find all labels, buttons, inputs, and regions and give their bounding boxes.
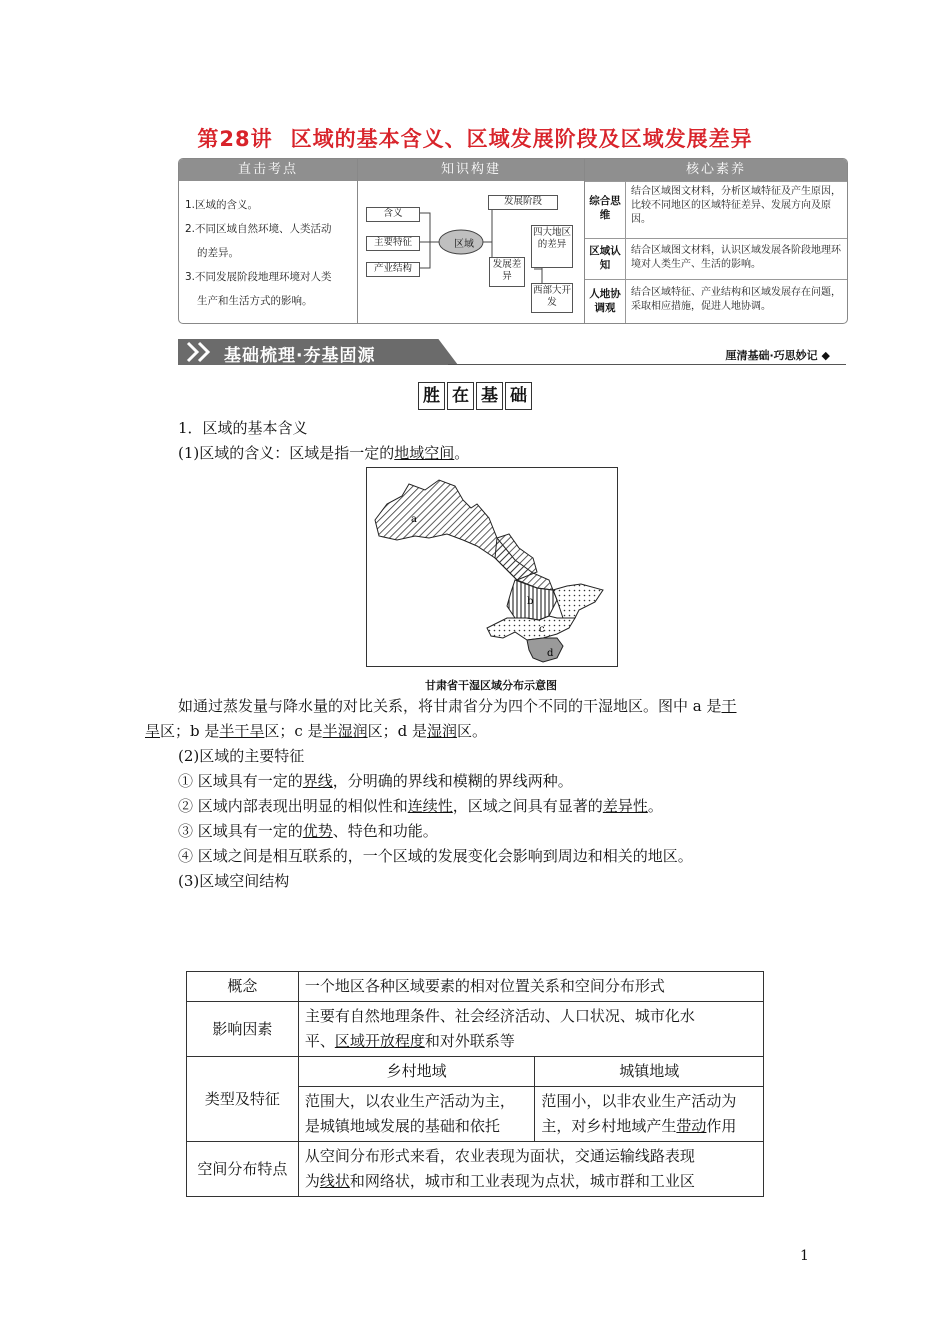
- subtitle-char: 基: [476, 382, 503, 410]
- table-value: 范围大，以农业生产活动为主，是城镇地域发展的基础和依托: [298, 1087, 535, 1142]
- paragraph-line: 旱区；b 是半干旱区；c 是半湿润区；d 是湿润区。: [145, 722, 487, 740]
- table-row: [187, 1142, 764, 1197]
- exam-point: 3.不同发展阶段地理环境对人类: [185, 271, 332, 283]
- subtitle-char: 在: [447, 382, 474, 410]
- exam-point: 生产和生活方式的影响。: [197, 295, 313, 307]
- feature-item: ③ 区域具有一定的优势、特色和功能。: [178, 822, 438, 840]
- exam-point: 2.不同区域自然环境、人类活动: [185, 223, 332, 235]
- label-c: c: [539, 624, 545, 635]
- table-value: 一个地区各种区域要素的相对位置关系和空间分布形式: [298, 972, 763, 1002]
- node-four-regions: 四大地区的差异: [531, 225, 573, 268]
- exam-point: 的差异。: [197, 247, 239, 259]
- heading-1: 1．区域的基本含义: [178, 419, 308, 437]
- header-knowledge-map: 知识构建: [358, 159, 584, 181]
- table-key: 概念: [187, 972, 299, 1002]
- feature-item: ① 区域具有一定的界线，分明确的界线和模糊的界线两种。: [178, 772, 573, 790]
- gansu-map: [367, 468, 617, 666]
- feature-item: ④ 区域之间是相互联系的，一个区域的发展变化会影响到周边和相关的地区。: [178, 847, 693, 865]
- table-value: 范围小，以非农业生产活动为主，对乡村地域产生带动作用: [535, 1087, 764, 1142]
- paragraph-line: 如通过蒸发量与降水量的对比关系，将甘肃省分为四个不同的干湿地区。图中 a 是干: [178, 697, 737, 715]
- header-exam-points: 直击考点: [179, 159, 357, 181]
- table-value: 从空间分布形式来看，农业表现为面状，交通运输线路表现 为线状和网络状，城市和工业表现为点状，城市群和工业区: [298, 1142, 763, 1197]
- definition-line: (1)区域的含义：区域是指一定的地域空间。: [178, 444, 470, 462]
- core-label: 人地协调观: [589, 288, 621, 314]
- lecture-topic: 区域的基本含义、区域发展阶段及区域发展差异: [290, 127, 753, 151]
- double-chevron-icon: [186, 341, 222, 363]
- region-b: [495, 534, 537, 580]
- table-row: [187, 972, 764, 1002]
- region-c: [487, 616, 575, 640]
- core-text: 结合区域图文材料，认识区域发展各阶段地理环境对人类生产、生活的影响。: [631, 245, 841, 270]
- node-region: 区域: [454, 239, 474, 250]
- table-key: 类型及特征: [187, 1057, 299, 1142]
- subtitle-char: 胜: [418, 382, 445, 410]
- core-label: 综合思维: [589, 195, 621, 221]
- page-title: [0, 123, 950, 153]
- table-key: 影响因素: [187, 1002, 299, 1057]
- spatial-structure-table: [186, 971, 764, 1197]
- region-d: [527, 638, 563, 662]
- node-features: 主要特征: [366, 236, 420, 251]
- core-text: 结合区域图文材料，分析区域特征及产生原因，比较不同地区的区域特征差异、发展方向及原因。: [631, 186, 841, 225]
- node-meaning: 含义: [366, 207, 420, 222]
- node-differences: 发展差异: [489, 257, 525, 287]
- subtitle-char: 础: [505, 382, 532, 410]
- diamond-icon: ◆: [821, 349, 830, 362]
- region-c-east: [553, 584, 603, 618]
- node-industry: 产业结构: [366, 262, 420, 277]
- section-banner: [178, 335, 846, 367]
- table-value: 主要有自然地理条件、社会经济活动、人口状况、城市化水 平、区域开放程度和对外联系等: [298, 1002, 763, 1057]
- banner-tag: [726, 347, 831, 363]
- table-subheader: 城镇地域: [535, 1057, 764, 1087]
- banner-tag-text: 厘清基础·巧思妙记: [725, 349, 818, 362]
- label-a: a: [411, 514, 417, 525]
- figure-caption: 甘肃省干湿区域分布示意图: [425, 679, 557, 692]
- table-subheader: 乡村地域: [298, 1057, 535, 1087]
- label-b: b: [527, 596, 534, 607]
- table-row: [187, 1002, 764, 1057]
- header-core-literacy: 核心素养: [585, 159, 847, 181]
- page-number: 1: [800, 1248, 809, 1264]
- node-stages: 发展阶段: [488, 195, 558, 210]
- subsection-title: [0, 382, 950, 410]
- core-text: 结合区域特征、产业结构和区域发展存在问题，采取相应措施，促进人地协调。: [631, 287, 841, 312]
- exam-point: 1.区域的含义。: [185, 199, 259, 211]
- feature-item: ② 区域内部表现出明显的相似性和连续性，区域之间具有显著的差异性。: [178, 797, 663, 815]
- table-row: [187, 1057, 764, 1087]
- heading-2: (2)区域的主要特征: [178, 747, 305, 765]
- lecture-number: 第28讲: [197, 127, 273, 151]
- banner-title: 基础梳理·夯基固源: [224, 346, 376, 366]
- label-d: d: [547, 648, 554, 659]
- node-west-development: 西部大开发: [531, 283, 573, 313]
- table-key: 空间分布特点: [187, 1142, 299, 1197]
- gansu-map-figure: [366, 467, 618, 667]
- core-label: 区域认知: [589, 245, 621, 271]
- overview-box: [178, 158, 848, 324]
- heading-3: (3)区域空间结构: [178, 872, 290, 890]
